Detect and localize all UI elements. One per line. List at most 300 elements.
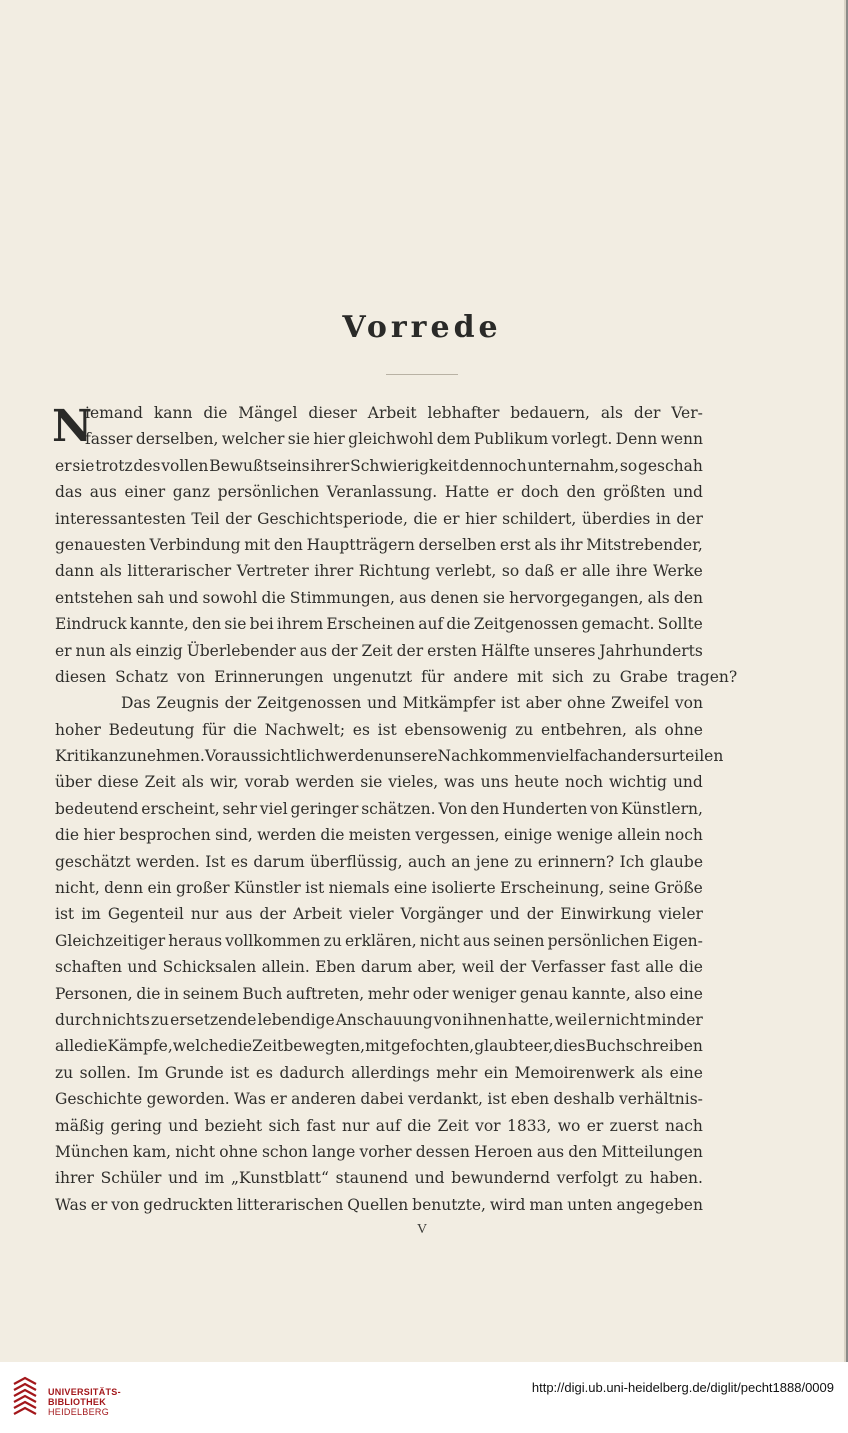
word: den (470, 799, 500, 818)
word: ihr (560, 535, 583, 554)
text-line (55, 479, 703, 505)
word: der (396, 641, 424, 660)
word: ist (487, 1090, 507, 1109)
word: sind, (215, 826, 253, 845)
word: darum (360, 958, 413, 977)
word: die (228, 1037, 253, 1056)
word: nicht, (55, 879, 100, 898)
word: sie (287, 430, 310, 449)
word: an (451, 852, 471, 871)
word: Gegenteil (107, 905, 184, 924)
word: ihrer (314, 562, 354, 581)
word: Mitteilungen (601, 1142, 703, 1161)
word: nur (190, 905, 219, 924)
word: nur (342, 1116, 370, 1135)
text-line (55, 928, 703, 954)
word: vollen (161, 456, 209, 475)
word: bezieht (204, 1116, 263, 1135)
word: ersten (427, 641, 478, 660)
word: litterarischer (127, 562, 232, 581)
word: geschätzt (55, 852, 131, 871)
word: seinen (493, 931, 545, 950)
word: sie (360, 773, 383, 792)
word: für (421, 667, 445, 686)
word: in (655, 509, 671, 528)
word: er, (533, 1037, 554, 1056)
word: und (367, 694, 397, 713)
word: kam, (132, 1142, 172, 1161)
word: glaube (649, 852, 703, 871)
logo-line-3: HEIDELBERG (48, 1407, 110, 1417)
word: ihrer (310, 456, 350, 475)
library-logo-icon (10, 1376, 40, 1416)
word: Hatte (444, 483, 490, 502)
word: persönlichen (217, 483, 320, 502)
word: ersetzende (170, 1010, 257, 1029)
word: das (55, 483, 83, 502)
word: minder (646, 1010, 703, 1029)
word: auf (418, 615, 444, 634)
word: im (81, 905, 101, 924)
word: isolierte (431, 879, 496, 898)
word: Geschichtsperiode, (257, 509, 408, 528)
word: trotz (95, 456, 133, 475)
text-line (55, 849, 703, 875)
word: tragen? (676, 667, 738, 686)
word: ohne (219, 1142, 258, 1161)
word: mit (244, 535, 271, 554)
word: verdankt, (407, 1090, 483, 1109)
drop-initial: N (52, 401, 93, 452)
word: der (499, 958, 527, 977)
word: ohne (567, 694, 606, 713)
word: Erscheinen (326, 615, 415, 634)
word: zu (515, 720, 534, 739)
word: Ich (619, 852, 645, 871)
text-line (55, 400, 703, 426)
logo-line-2: BIBLIOTHEK (48, 1397, 106, 1407)
word: werden (295, 773, 355, 792)
word: auch (407, 852, 446, 871)
word: er (55, 641, 72, 660)
word: wo (557, 1116, 581, 1135)
word: gedruckten (143, 1195, 234, 1214)
word: angegeben (616, 1195, 703, 1214)
text-line (55, 769, 703, 795)
word: hier (313, 430, 345, 449)
word: mitgefochten, (365, 1037, 475, 1056)
word: vorlegt. (551, 430, 613, 449)
word: Nachwelt; (264, 720, 346, 739)
word: weniger (452, 984, 517, 1003)
word: Künstler (233, 879, 301, 898)
word: Hunderten (502, 799, 588, 818)
word: Zeitgenossen (473, 615, 579, 634)
text-line (55, 875, 703, 901)
word: erklären, (345, 931, 417, 950)
word: ein (147, 879, 172, 898)
word: ungenutzt (332, 667, 413, 686)
word: vieler (349, 905, 394, 924)
word: Hauptträgern (306, 535, 415, 554)
word: ein (483, 1063, 509, 1082)
word: uns (480, 773, 509, 792)
word: was (444, 773, 475, 792)
word: über (55, 773, 92, 792)
word: als (109, 641, 132, 660)
word: besprochen (119, 826, 211, 845)
word: Zeitgenossen (256, 694, 362, 713)
word: die (55, 826, 80, 845)
word: Künstlern, (621, 799, 703, 818)
word: vollkommen (225, 931, 321, 950)
word: unten (567, 1195, 613, 1214)
library-logo-text (48, 1387, 121, 1417)
word: meisten (348, 826, 411, 845)
word: dem (436, 430, 471, 449)
word: lebendige (257, 1010, 335, 1029)
word: welcher (221, 430, 285, 449)
word: geschah (637, 456, 703, 475)
word: Nachkommen (437, 747, 547, 766)
word: eine (669, 1063, 703, 1082)
word: es (255, 1063, 273, 1082)
word: zu (150, 1010, 170, 1029)
word: man (529, 1195, 564, 1214)
word: die (136, 984, 161, 1003)
word: seinem (182, 984, 239, 1003)
word: durch (55, 1010, 101, 1029)
word: Gleichzeitiger (55, 931, 166, 950)
word: Grabe (619, 667, 668, 686)
word: und (127, 958, 158, 977)
word: den (273, 535, 303, 554)
word: Buch (242, 984, 283, 1003)
word: weil (554, 1010, 588, 1029)
word: werden. (135, 852, 200, 871)
word: überdies (581, 509, 651, 528)
word: die (261, 588, 286, 607)
word: Schüler (100, 1169, 162, 1188)
word: erscheint, (141, 799, 220, 818)
word: Von (438, 799, 468, 818)
word: Arbeit (367, 404, 417, 422)
word: sich (268, 1116, 301, 1135)
word: so (619, 456, 638, 475)
word: genauesten (55, 535, 146, 554)
word: kannte, (571, 984, 631, 1003)
word: Quellen (347, 1195, 409, 1214)
word: heraus (168, 931, 223, 950)
word: er (270, 1090, 287, 1109)
word: von (433, 1010, 462, 1029)
word: persönlichen (547, 931, 650, 950)
word: Schatz (115, 667, 169, 686)
word: bedauern, (510, 404, 590, 422)
word: geringer (290, 799, 359, 818)
word: Eindruck (55, 615, 127, 634)
word: alle (645, 958, 674, 977)
word: Geschichte (55, 1090, 143, 1109)
word: also (634, 984, 666, 1003)
word: ihrem (276, 615, 324, 634)
word: in (164, 984, 180, 1003)
word: iemand (85, 404, 143, 422)
word: „Kunstblatt“ (230, 1169, 329, 1188)
word: allein. (261, 958, 310, 977)
word: gemacht. (581, 615, 655, 634)
text-line (55, 558, 703, 584)
word: derselben, (135, 430, 219, 449)
word: dieser (308, 404, 357, 422)
word: er (55, 456, 72, 475)
word: dadurch (279, 1063, 345, 1082)
word: hervorgegangen, (509, 588, 644, 607)
word: er (588, 1010, 605, 1029)
word: werden (324, 747, 384, 766)
text-line (55, 585, 703, 611)
word: den (566, 483, 596, 502)
word: er (496, 483, 514, 502)
word: Denn (615, 430, 658, 449)
word: mit (517, 667, 544, 686)
word: Das (121, 694, 151, 713)
text-line (55, 1113, 703, 1139)
word: die (232, 720, 258, 739)
word: nicht (605, 1010, 646, 1029)
word: als (640, 1063, 664, 1082)
word: von (177, 667, 206, 686)
word: interessantesten (55, 509, 186, 528)
word: ist (305, 879, 325, 898)
word: Hälfte (480, 641, 530, 660)
word: niemals (328, 879, 390, 898)
word: vor (475, 1116, 501, 1135)
word: verlebt, (435, 562, 497, 581)
text-line (55, 690, 703, 716)
word: aus (462, 931, 491, 950)
word: und (673, 483, 703, 502)
word: andere (453, 667, 509, 686)
word: als (634, 720, 657, 739)
title-divider (386, 374, 458, 375)
word: derselben (418, 535, 497, 554)
word: die (413, 509, 438, 528)
word: des (133, 456, 161, 475)
word: so (501, 562, 520, 581)
word: eben (510, 1090, 550, 1109)
word: ihnen (462, 1010, 507, 1029)
word: mäßig (55, 1116, 105, 1135)
word: wenn (660, 430, 703, 449)
word: Arbeit (293, 905, 342, 924)
word: zu (624, 1169, 644, 1188)
text-line (55, 532, 703, 558)
word: Verfasser (531, 958, 606, 977)
word: erinnern? (537, 852, 615, 871)
word: kann (153, 404, 193, 422)
word: doch (520, 483, 559, 502)
word: Werke (653, 562, 703, 581)
word: aber (525, 694, 562, 713)
text-line (55, 638, 703, 664)
word: diesen (55, 667, 107, 686)
word: ist (55, 905, 75, 924)
word: Teil (191, 509, 220, 528)
word: zuerst (609, 1116, 659, 1135)
word: aus (299, 641, 328, 660)
word: die (320, 826, 345, 845)
word: Verbindung (149, 535, 241, 554)
word: aus (536, 1142, 565, 1161)
word: glaubte (474, 1037, 534, 1056)
word: Zeit (252, 1037, 284, 1056)
text-line (55, 981, 703, 1007)
word: weil (461, 958, 495, 977)
word: den (673, 588, 703, 607)
word: schildert, (502, 509, 577, 528)
word: darum (253, 852, 305, 871)
word: litterarischen (237, 1195, 344, 1214)
word: hoher (55, 720, 101, 739)
word: die (407, 1116, 432, 1135)
word: es (352, 720, 370, 739)
word: Jahrhunderts (599, 641, 703, 660)
text-line (55, 506, 703, 532)
word: aus (399, 588, 427, 607)
word: wichtig (608, 773, 667, 792)
word: sie (224, 615, 247, 634)
word: zu (323, 931, 342, 950)
word: ist (230, 1063, 250, 1082)
text-line (55, 901, 703, 927)
text-line (55, 664, 738, 690)
word: Buch (585, 1037, 626, 1056)
text-line (55, 954, 703, 980)
word: unternahm, (527, 456, 620, 475)
word: Was (234, 1090, 266, 1109)
word: Kämpfe, (107, 1037, 173, 1056)
word: und (489, 905, 520, 924)
word: Eben (315, 958, 356, 977)
word: schaften (55, 958, 122, 977)
word: ist (377, 720, 397, 739)
word: aus (89, 483, 117, 502)
word: unseres (533, 641, 596, 660)
word: Heroen (474, 1142, 533, 1161)
word: sowohl (202, 588, 258, 607)
word: alle (55, 1037, 84, 1056)
text-line (55, 426, 703, 452)
word: anzunehmen. (99, 747, 205, 766)
word: als (181, 773, 204, 792)
word: schon (261, 1142, 308, 1161)
word: anders (607, 747, 662, 766)
word: staunend (335, 1169, 409, 1188)
word: Ver- (671, 404, 703, 422)
word: allein (617, 826, 661, 845)
word: oder (412, 984, 449, 1003)
word: wenige (556, 826, 613, 845)
word: Erinnerungen (214, 667, 324, 686)
word: wird (489, 1195, 526, 1214)
word: er (586, 1116, 604, 1135)
word: und (168, 1169, 198, 1188)
body-text (55, 400, 738, 1218)
word: nichts (102, 1010, 150, 1029)
word: bedeutend (55, 799, 139, 818)
word: noch (565, 773, 603, 792)
word: entbehren, (540, 720, 627, 739)
word: Zeugnis (156, 694, 220, 713)
word: anderen (291, 1090, 357, 1109)
word: Mitstrebender, (586, 535, 703, 554)
word: Publikum (473, 430, 549, 449)
word: mehr (436, 1063, 478, 1082)
word: Grunde (164, 1063, 224, 1082)
word: urteilen (661, 747, 724, 766)
word: denen (430, 588, 479, 607)
word: Erscheinung, (500, 879, 605, 898)
word: die (203, 404, 228, 422)
word: unsere (383, 747, 438, 766)
word: nun (75, 641, 106, 660)
word: dessen (415, 1142, 470, 1161)
word: eine (393, 879, 428, 898)
word: der (676, 509, 703, 528)
word: bewegten, (283, 1037, 366, 1056)
word: ihre (615, 562, 648, 581)
word: als (600, 404, 624, 422)
word: und (168, 588, 199, 607)
word: zu (55, 1063, 74, 1082)
word: fast (610, 958, 640, 977)
word: den (192, 615, 222, 634)
word: dann (55, 562, 95, 581)
word: er (90, 1195, 108, 1214)
page-title: Vorrede (342, 310, 502, 345)
word: zu (514, 852, 533, 871)
text-line (55, 1007, 703, 1033)
word: gleichwohl (348, 430, 434, 449)
word: Bewußtseins (209, 456, 310, 475)
word: hier (83, 826, 115, 845)
word: Größe (654, 879, 703, 898)
word: Bedeutung (108, 720, 195, 739)
word: nicht (419, 931, 460, 950)
word: auf (375, 1116, 401, 1135)
text-line (55, 611, 703, 637)
word: Im (137, 1063, 159, 1082)
text-line (55, 1086, 703, 1112)
word: Vertreter (236, 562, 309, 581)
word: verfolgt (556, 1169, 619, 1188)
word: denn (104, 879, 144, 898)
word: genau (519, 984, 569, 1003)
word: vorab (244, 773, 290, 792)
word: welche (172, 1037, 229, 1056)
word: eine (669, 984, 703, 1003)
word: Schwierigkeit (350, 456, 459, 475)
word: daß (524, 562, 555, 581)
page-url-link[interactable]: http://digi.ub.uni-heidelberg.de/diglit/pecht1888/0009 (531, 1380, 834, 1395)
word: ganz (172, 483, 211, 502)
word: wir, (209, 773, 239, 792)
word: Personen, (55, 984, 133, 1003)
word: noch (664, 826, 703, 845)
word: jene (475, 852, 509, 871)
word: mehr (367, 984, 410, 1003)
